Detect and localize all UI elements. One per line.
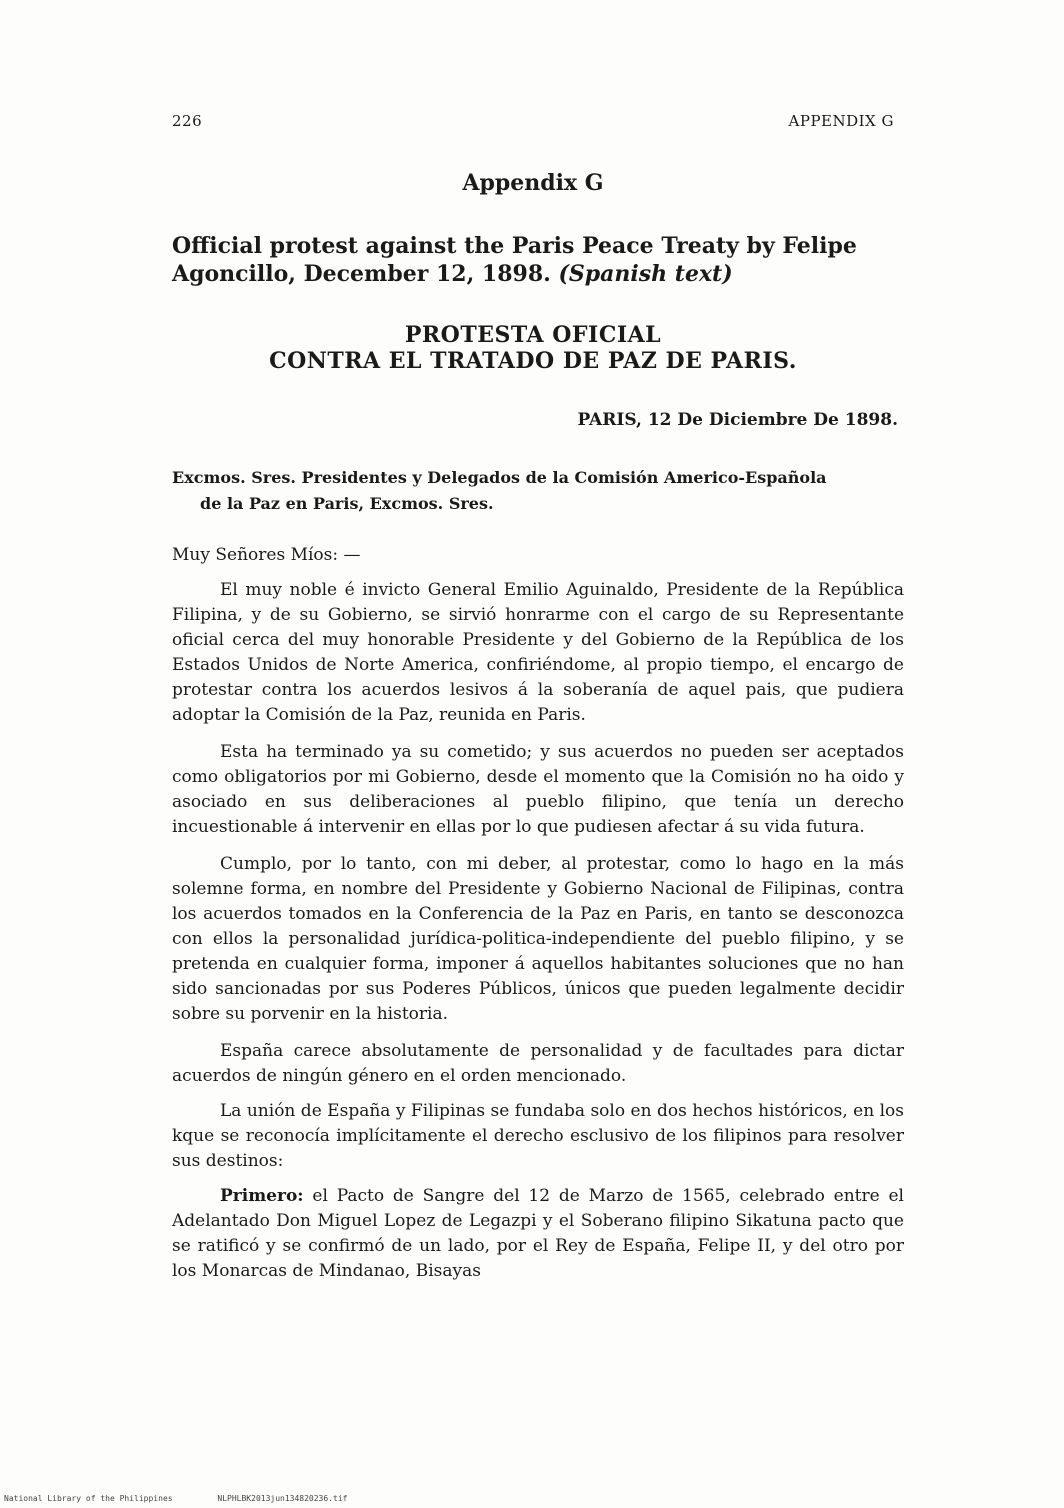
salutation: Muy Señores Míos: — [172, 545, 361, 565]
document-title-line1: PROTESTA OFICIAL [404, 322, 662, 348]
paragraph-lead: Primero: [220, 1186, 304, 1206]
paragraph: Cumplo, por lo tanto, con mi deber, al protestar, como lo hago en la más solemne forma, en nombre del Presidente y Gobierno Nacional de Filipinas, contra los acuerdos tomados en la Conferencia de la Paz en Paris, en tanto se desconozca con ellos la personalidad jurídica-politica-independiente del pueblo filipino, y se pretenda en cualquier forma, imponer á aquellos habitantes soluciones que no han sido sancionadas por sus Poderes Públicos, únicos que pueden legalmente decidir sobre su porvenir en la historia. [172, 854, 904, 1024]
subtitle-main: Official protest against the Paris Peace Treaty by Felipe Agoncillo, December 12, 1898. [172, 233, 857, 287]
subtitle [172, 232, 902, 288]
body-text [172, 578, 904, 1296]
address-block [172, 465, 902, 517]
paragraph: España carece absolutamente de personalidad y de facultades para dictar acuerdos de ningún género en el orden mencionado. [172, 1041, 904, 1086]
dateline: PARIS, 12 De Diciembre De 1898. [577, 410, 898, 430]
paragraph-final-text: el Pacto de Sangre del 12 de Marzo de 1565, celebrado entre el Adelantado Don Miguel Lopez de Legazpi y el Soberano filipino Sikatuna pacto que se ratificó y se confirmó de un lado, por el Rey de España, Felipe II, y del otro por los Monarcas de Mindanao, Bisayas [172, 1186, 904, 1281]
document-title-line2: CONTRA EL TRATADO DE PAZ DE PARIS. [269, 348, 797, 374]
footer-filename: NLPHLBK2013jun134820236.tif [217, 1494, 348, 1503]
running-header [172, 112, 894, 134]
paragraph: La unión de España y Filipinas se fundaba solo en dos hechos históricos, en los kque se reconocía implícitamente el derecho esclusivo de los filipinos para resolver sus destinos: [172, 1101, 904, 1171]
paragraph: Esta ha terminado ya su cometido; y sus acuerdos no pueden ser aceptados como obligatorios por mi Gobierno, desde el momento que la Comisión no ha oido y asociado en sus deliberaciones al pueblo filipino, que tenía un derecho incuestionable á intervenir en ellas por lo que pudiesen afectar á su vida futura. [172, 742, 904, 837]
scan-footer [4, 1494, 387, 1503]
footer-source: National Library of the Philippines [4, 1494, 173, 1503]
document-title [172, 322, 894, 374]
address-line1: Excmos. Sres. Presidentes y Delegados de la Comisión Americo-Española [172, 468, 827, 487]
appendix-title: Appendix G [462, 170, 604, 196]
paragraph: El muy noble é invicto General Emilio Aguinaldo, Presidente de la República Filipina, y de su Gobierno, se sirvió honrarme con el cargo de su Representante oficial cerca del muy honorable Presidente y del Gobierno de la República de los Estados Unidos de Norte America, confiriéndome, al propio tiempo, el encargo de protestar contra los acuerdos lesivos á la soberanía de aquel pais, que pudiera adoptar la Comisión de la Paz, reunida en Paris. [172, 580, 904, 725]
paragraph-final [172, 1184, 904, 1284]
running-title: APPENDIX G [788, 112, 894, 130]
subtitle-note: (Spanish text) [558, 261, 733, 287]
address-line2: de la Paz en Paris, Excmos. Sres. [200, 494, 494, 513]
page-number: 226 [172, 112, 203, 130]
